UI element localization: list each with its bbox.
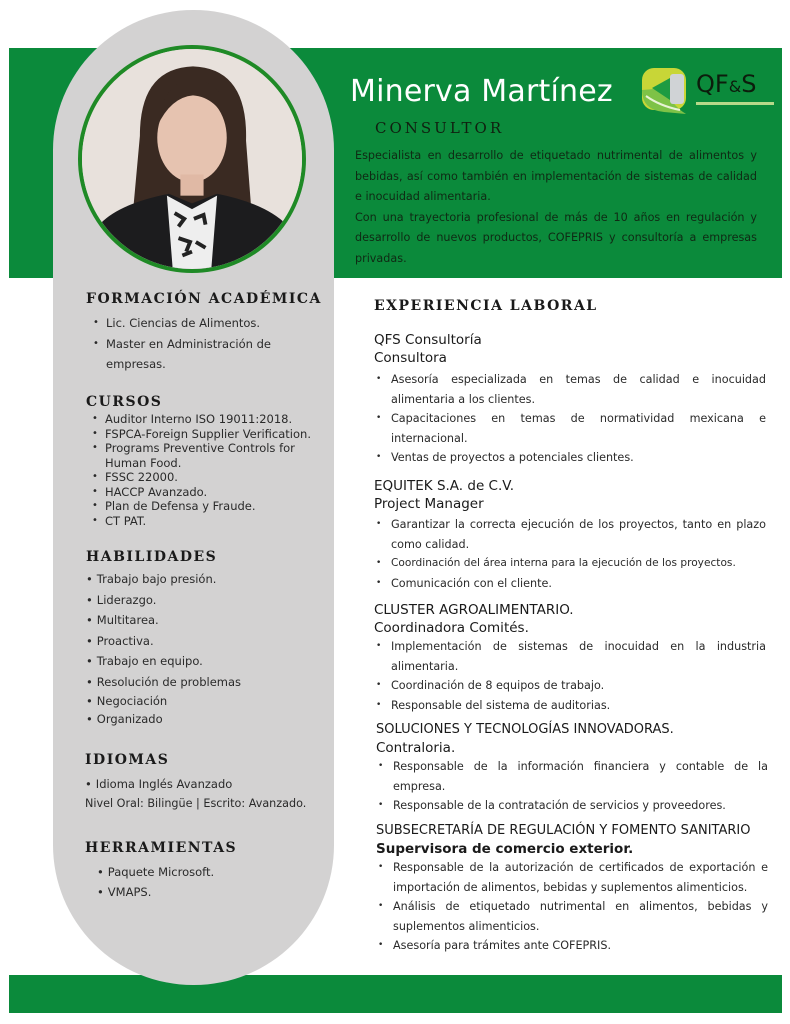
course-item: • FSSC 22000.	[86, 470, 318, 485]
education-section	[86, 291, 346, 375]
course-item: • CT PAT.	[86, 514, 318, 529]
job-bullet: • Comunicación con el cliente.	[374, 574, 766, 594]
tools-section	[85, 840, 345, 902]
job-bullet: • Ventas de proyectos a potenciales clientes.	[374, 448, 766, 468]
languages-section	[85, 752, 345, 814]
course-item: • Programs Preventive Controls for Human Food.	[86, 441, 318, 470]
tool-item: • Paquete Microsoft.	[97, 862, 345, 882]
job-company: CLUSTER AGROALIMENTARIO.	[374, 602, 574, 618]
tool-item: • VMAPS.	[97, 882, 345, 902]
section-title: HERRAMIENTAS	[85, 840, 238, 856]
job-entry	[376, 822, 768, 956]
skill-item: • Trabajo bajo presión.	[86, 569, 346, 590]
job-company: SUBSECRETARÍA DE REGULACIÓN Y FOMENTO SANITARIO	[376, 823, 751, 838]
job-bullet: • Responsable de la autorización de certificados de exportación e importación de alimentos, bebidas y suplementos alimenticios.	[376, 858, 768, 897]
course-item: • Plan de Defensa y Fraude.	[86, 499, 318, 514]
job-bullet: • Asesoría para trámites ante COFEPRIS.	[376, 936, 768, 956]
course-item: • HACCP Avanzado.	[86, 485, 318, 500]
skill-item: • Negociación	[86, 692, 346, 710]
job-entry	[374, 601, 766, 715]
skill-item: • Liderazgo.	[86, 590, 346, 611]
job-position: Consultora	[374, 350, 447, 366]
section-title: FORMACIÓN ACADÉMICA	[86, 291, 322, 307]
candidate-role: CONSULTOR	[375, 119, 505, 137]
summary-paragraph: Con una trayectoria profesional de más de 10 años en regulación y desarrollo de nuevos productos, COFEPRIS y consultoría a empresas privadas.	[355, 210, 757, 265]
job-bullet: • Implementación de sistemas de inocuidad en la industria alimentaria.	[374, 637, 766, 676]
job-entry	[374, 477, 766, 593]
company-logo	[640, 66, 780, 116]
job-company: SOLUCIONES Y TECNOLOGÍAS INNOVADORAS.	[376, 722, 674, 737]
job-entry	[376, 721, 768, 816]
skill-item: • Trabajo en equipo.	[86, 651, 346, 672]
candidate-name: Minerva Martínez	[350, 74, 613, 109]
education-item: • Lic. Ciencias de Alimentos.	[86, 313, 291, 334]
skills-section	[86, 549, 346, 728]
language-item: • Idioma Inglés Avanzado	[85, 774, 345, 794]
portrait-illustration	[82, 49, 302, 269]
leaf-logo-icon	[640, 66, 690, 116]
job-entry	[374, 331, 766, 468]
job-position: Project Manager	[374, 496, 484, 512]
professional-summary	[355, 146, 757, 269]
job-bullet: • Capacitaciones en temas de normatividad mexicana e internacional.	[374, 409, 766, 448]
job-bullet: • Asesoría especializada en temas de calidad e inocuidad alimentaria a los clientes.	[374, 370, 766, 409]
job-bullet: • Coordinación de 8 equipos de trabajo.	[374, 676, 766, 696]
course-item: • FSPCA-Foreign Supplier Verification.	[86, 427, 318, 442]
skill-item: • Resolución de problemas	[86, 672, 346, 693]
job-bullet: • Coordinación del área interna para la ejecución de los proyectos.	[374, 554, 766, 574]
job-position: Coordinadora Comités.	[374, 620, 529, 636]
skill-item: • Organizado	[86, 710, 346, 728]
skill-item: • Multitarea.	[86, 610, 346, 631]
section-title: EXPERIENCIA LABORAL	[374, 298, 598, 314]
footer-banner	[9, 975, 782, 1013]
section-title: IDIOMAS	[85, 752, 170, 768]
experience-section	[374, 298, 766, 314]
education-item: • Master en Administración de empresas.	[86, 334, 291, 375]
language-detail: Nivel Oral: Bilingüe | Escrito: Avanzado.	[85, 797, 307, 810]
job-company: EQUITEK S.A. de C.V.	[374, 478, 515, 494]
courses-section	[86, 394, 346, 528]
job-position: Supervisora de comercio exterior.	[376, 841, 634, 857]
job-company: QFS Consultoría	[374, 332, 482, 348]
job-position: Contraloria.	[376, 740, 456, 756]
job-bullet: • Responsable del sistema de auditorias.	[374, 696, 766, 716]
skill-item: • Proactiva.	[86, 631, 346, 652]
job-bullet: • Responsable de la contratación de servicios y proveedores.	[376, 796, 768, 816]
section-title: HABILIDADES	[86, 549, 218, 565]
course-item: • Auditor Interno ISO 19011:2018.	[86, 412, 318, 427]
logo-wordmark: QF&S	[696, 70, 757, 98]
logo-tagline-bar	[696, 102, 774, 105]
section-title: CURSOS	[86, 394, 163, 410]
profile-photo	[78, 45, 306, 273]
job-bullet: • Análisis de etiquetado nutrimental en alimentos, bebidas y suplementos alimenticios.	[376, 897, 768, 936]
summary-paragraph: Especialista en desarrollo de etiquetado nutrimental de alimentos y bebidas, así como también en implementación de sistemas de calidad e inocuidad alimentaria.	[355, 149, 757, 203]
job-bullet: • Garantizar la correcta ejecución de los proyectos, tanto en plazo como calidad.	[374, 515, 766, 554]
job-bullet: • Responsable de la información financiera y contable de la empresa.	[376, 757, 768, 796]
